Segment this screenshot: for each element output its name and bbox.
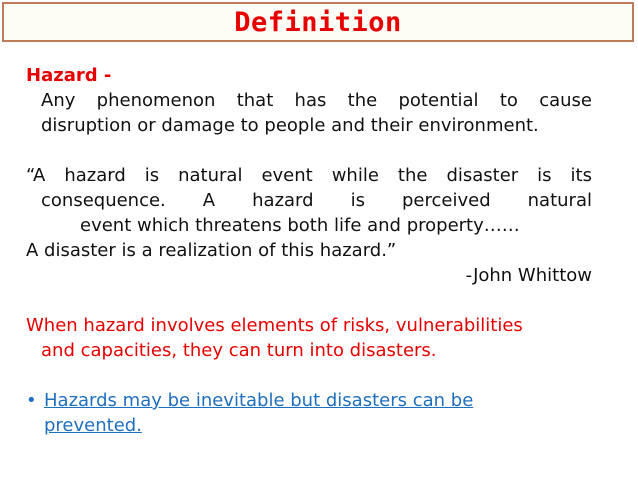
definition-line: Any phenomenon that has the potential to cause xyxy=(41,90,592,111)
bullet-link-text[interactable]: Hazards may be inevitable but disasters can be xyxy=(44,390,474,411)
spacer xyxy=(26,138,592,163)
quote-line: event which threatens both life and property…… xyxy=(80,215,520,236)
title-bar xyxy=(2,2,634,42)
bullet-item xyxy=(26,388,592,438)
quote-line: A disaster is a realization of this hazard.” xyxy=(26,240,397,261)
risk-line: When hazard involves elements of risks, vulnerabilities xyxy=(26,315,523,336)
spacer xyxy=(26,288,592,313)
hazard-label: Hazard - xyxy=(26,65,112,86)
quote-line: consequence. A hazard is perceived natural xyxy=(41,190,592,211)
spacer xyxy=(26,363,592,388)
definition-line: disruption or damage to people and their environment. xyxy=(41,115,539,136)
quote-line: “A hazard is natural event while the disaster is its xyxy=(26,165,592,186)
risk-line: and capacities, they can turn into disasters. xyxy=(41,340,437,361)
quote-attribution: -John Whittow xyxy=(465,265,592,286)
slide-body xyxy=(26,63,592,438)
slide-title: Definition xyxy=(234,6,402,38)
bullet-link-text[interactable]: prevented. xyxy=(44,415,142,436)
bullet-dot-icon: • xyxy=(26,390,37,411)
